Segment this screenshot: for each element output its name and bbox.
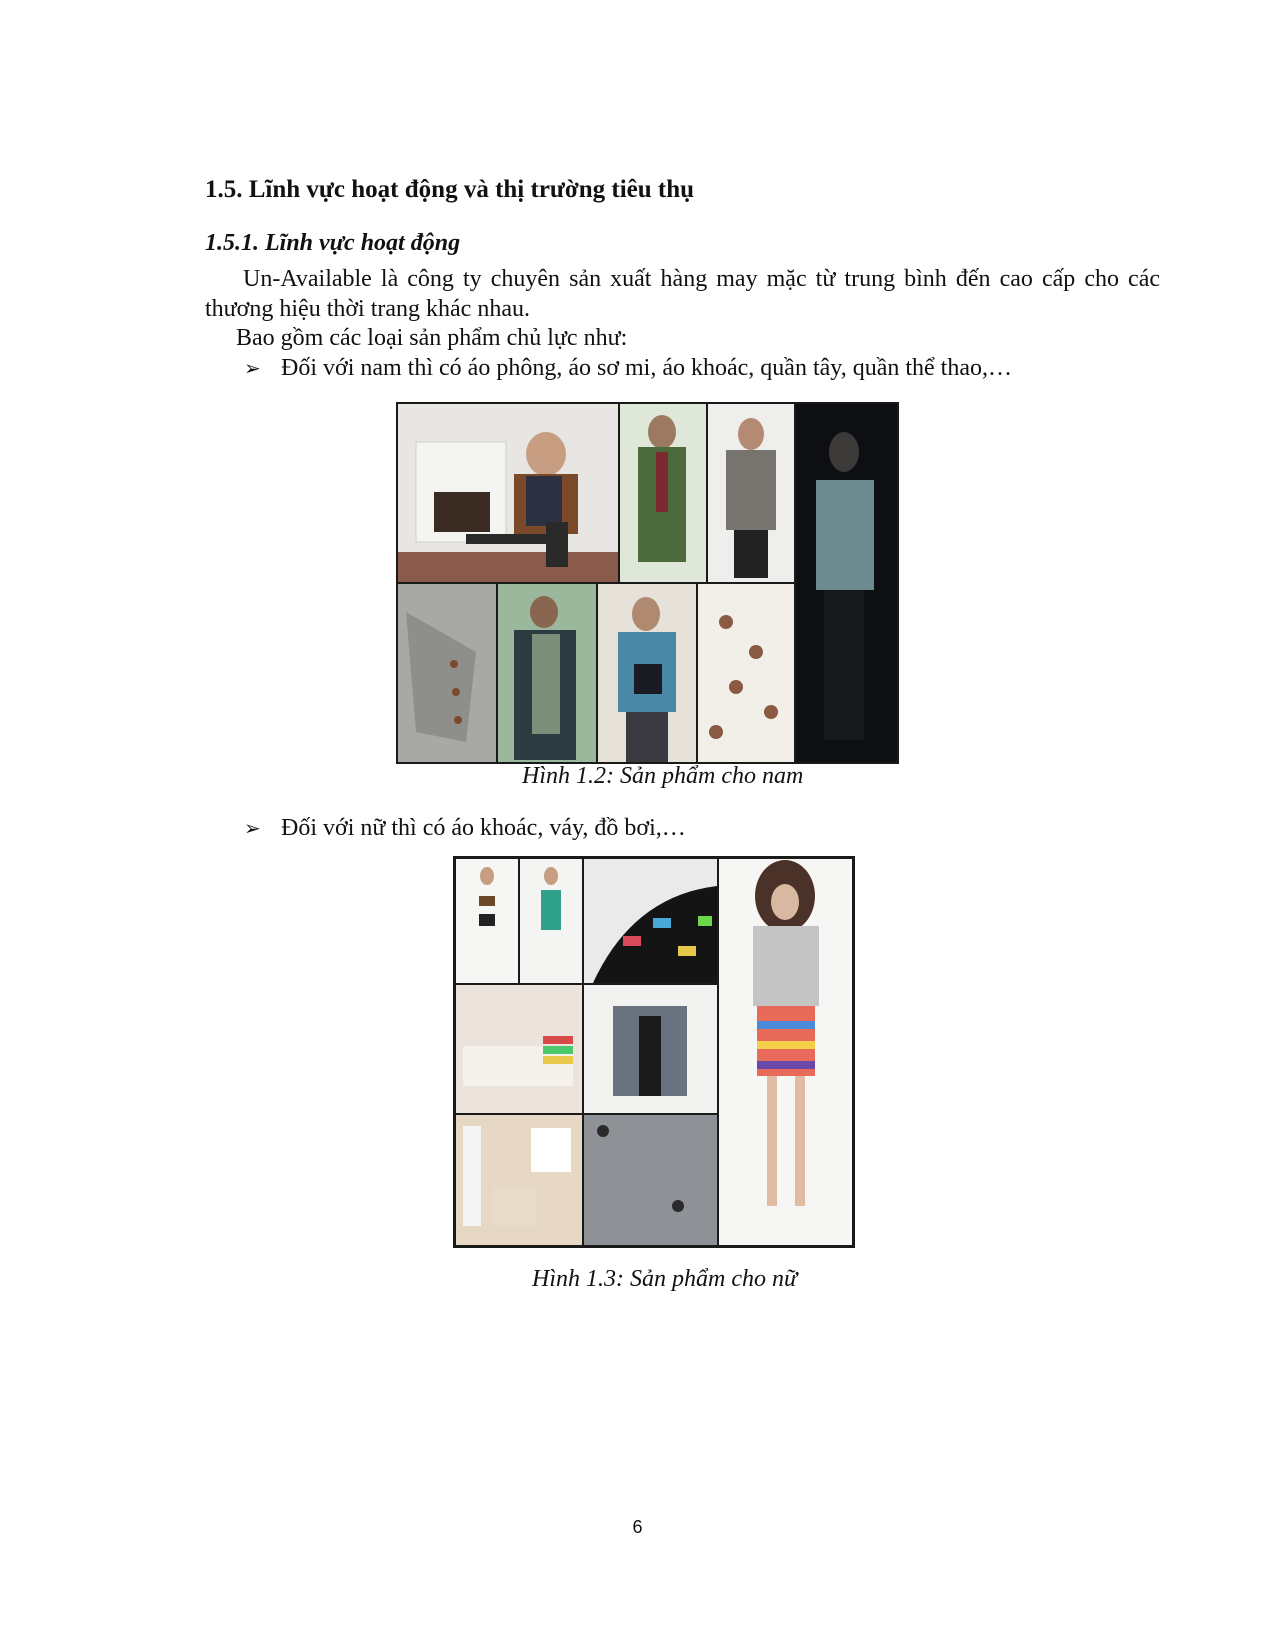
women-products-photo xyxy=(453,856,855,1248)
figure-caption-men: Hình 1.2: Sản phẩm cho nam xyxy=(522,763,804,789)
page-number: 6 xyxy=(632,1517,643,1537)
figure-caption-women: Hình 1.3: Sản phẩm cho nữ xyxy=(532,1266,798,1292)
company-description: Un-Available là công ty chuyên sản xuất hàng may mặc từ trung bình đến cao cấp cho các thương hiệu thời trang khác nhau. xyxy=(205,266,1160,322)
bullet-women-text: Đối với nữ thì có áo khoác, váy, đồ bơi,… xyxy=(281,815,686,841)
men-collage-svg xyxy=(396,402,899,764)
men-products-photo xyxy=(396,402,899,764)
section-heading: 1.5. Lĩnh vực hoạt động và thị trường tiêu thụ xyxy=(205,176,695,203)
arrow-bullet-icon: ➢ xyxy=(244,356,261,380)
subsection-heading: 1.5.1. Lĩnh vực hoạt động xyxy=(205,230,461,256)
women-collage-svg xyxy=(453,856,855,1248)
arrow-bullet-icon: ➢ xyxy=(244,816,261,840)
products-intro: Bao gồm các loại sản phẩm chủ lực như: xyxy=(236,325,628,351)
bullet-men-text: Đối với nam thì có áo phông, áo sơ mi, áo khoác, quần tây, quần thể thao,… xyxy=(281,355,1013,381)
bullet-women xyxy=(244,815,686,842)
bullet-men xyxy=(244,355,1012,382)
